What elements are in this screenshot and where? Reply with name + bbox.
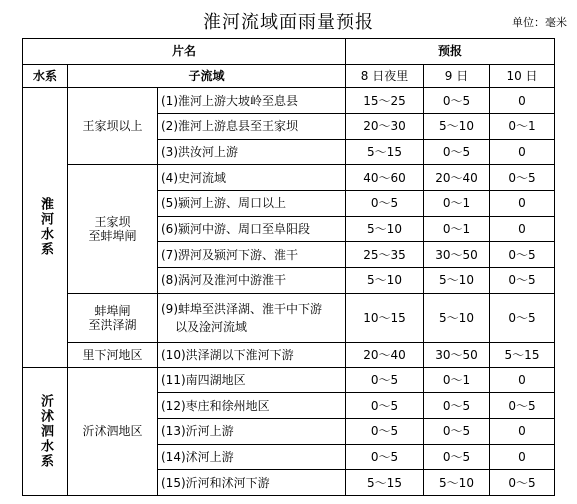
value-day3: 0	[490, 444, 555, 470]
subbasin-name: (12)枣庄和徐州地区	[158, 393, 346, 419]
subbasin-name: (13)沂河上游	[158, 418, 346, 444]
value-day3: 0～5	[490, 267, 555, 293]
value-day2: 0～1	[424, 216, 490, 242]
header-row-1	[23, 39, 555, 65]
value-day1: 0～5	[346, 190, 424, 216]
table-row	[23, 367, 555, 393]
value-day2: 0～1	[424, 190, 490, 216]
value-day1: 0～5	[346, 393, 424, 419]
table-row	[23, 293, 555, 342]
value-day2: 0～5	[424, 393, 490, 419]
value-day3: 0～5	[490, 393, 555, 419]
region-name	[68, 293, 158, 342]
value-day1: 25～35	[346, 242, 424, 268]
region-name-line1: 蚌埠闸	[94, 303, 131, 318]
value-day3: 0～5	[490, 293, 555, 342]
region-name	[68, 165, 158, 293]
value-day1: 15～25	[346, 88, 424, 114]
subbasin-name: (14)沭河上游	[158, 444, 346, 470]
rainfall-forecast-table	[22, 38, 555, 496]
subbasin-name-line1: (9)蚌埠至洪泽湖、淮干中下游	[161, 301, 322, 316]
value-day3: 0	[490, 139, 555, 165]
subbasin-name: (10)洪泽湖以下淮河下游	[158, 342, 346, 367]
subbasin-name: (5)颍河上游、周口以上	[158, 190, 346, 216]
value-day2: 30～50	[424, 342, 490, 367]
value-day1: 20～30	[346, 113, 424, 139]
subbasin-name	[158, 293, 346, 342]
system-yishusi: 沂沭泗水系	[23, 367, 68, 495]
subbasin-name: (8)涡河及淮河中游淮干	[158, 267, 346, 293]
value-day2: 20～40	[424, 165, 490, 191]
region-name: 王家坝以上	[68, 88, 158, 165]
table-row	[23, 165, 555, 191]
value-day3: 0	[490, 367, 555, 393]
system-huaihe: 淮河水系	[23, 88, 68, 367]
header-day2: 9 日	[424, 64, 490, 88]
value-day1: 40～60	[346, 165, 424, 191]
region-name: 里下河地区	[68, 342, 158, 367]
region-name: 沂沭泗地区	[68, 367, 158, 495]
header-forecast: 预报	[346, 39, 555, 65]
value-day3: 0	[490, 190, 555, 216]
value-day3: 0～5	[490, 165, 555, 191]
value-day2: 5～10	[424, 113, 490, 139]
value-day2: 5～10	[424, 267, 490, 293]
header-day1: 8 日夜里	[346, 64, 424, 88]
header-area: 片名	[23, 39, 346, 65]
value-day3: 5～15	[490, 342, 555, 367]
value-day2: 0～5	[424, 139, 490, 165]
subbasin-name-line2: 以及淦河流域	[175, 319, 248, 334]
value-day2: 5～10	[424, 293, 490, 342]
table-row	[23, 88, 555, 114]
value-day2: 0～5	[424, 444, 490, 470]
value-day2: 0～1	[424, 367, 490, 393]
region-name-line2: 至洪泽湖	[88, 317, 137, 332]
value-day1: 10～15	[346, 293, 424, 342]
value-day3: 0～1	[490, 113, 555, 139]
subbasin-name: (15)沂河和沭河下游	[158, 470, 346, 496]
value-day2: 0～5	[424, 88, 490, 114]
value-day3: 0	[490, 216, 555, 242]
value-day1: 5～15	[346, 139, 424, 165]
subbasin-name: (1)淮河上游大坡岭至息县	[158, 88, 346, 114]
value-day1: 5～10	[346, 267, 424, 293]
subbasin-name: (6)颍河中游、周口至阜阳段	[158, 216, 346, 242]
subbasin-name: (2)淮河上游息县至王家坝	[158, 113, 346, 139]
value-day3: 0	[490, 418, 555, 444]
value-day2: 0～5	[424, 418, 490, 444]
value-day1: 0～5	[346, 367, 424, 393]
subbasin-name: (4)史河流域	[158, 165, 346, 191]
page-title: 淮河流域面雨量预报	[203, 12, 374, 33]
header-system: 水系	[23, 64, 68, 88]
unit-label: 单位：毫米	[512, 16, 567, 29]
value-day1: 20～40	[346, 342, 424, 367]
header-row-2	[23, 64, 555, 88]
value-day2: 5～10	[424, 470, 490, 496]
subbasin-name: (3)洪汝河上游	[158, 139, 346, 165]
region-name-line1: 王家坝	[94, 214, 131, 229]
value-day3: 0～5	[490, 242, 555, 268]
value-day1: 0～5	[346, 418, 424, 444]
value-day3: 0～5	[490, 470, 555, 496]
value-day2: 30～50	[424, 242, 490, 268]
header-day3: 10 日	[490, 64, 555, 88]
subbasin-name: (7)淠河及颍河下游、淮干	[158, 242, 346, 268]
value-day3: 0	[490, 88, 555, 114]
value-day1: 5～15	[346, 470, 424, 496]
value-day1: 5～10	[346, 216, 424, 242]
table-row	[23, 342, 555, 367]
region-name-line2: 至蚌埠闸	[88, 228, 137, 243]
value-day1: 0～5	[346, 444, 424, 470]
subbasin-name: (11)南四湖地区	[158, 367, 346, 393]
header-subbasin: 子流域	[68, 64, 346, 88]
